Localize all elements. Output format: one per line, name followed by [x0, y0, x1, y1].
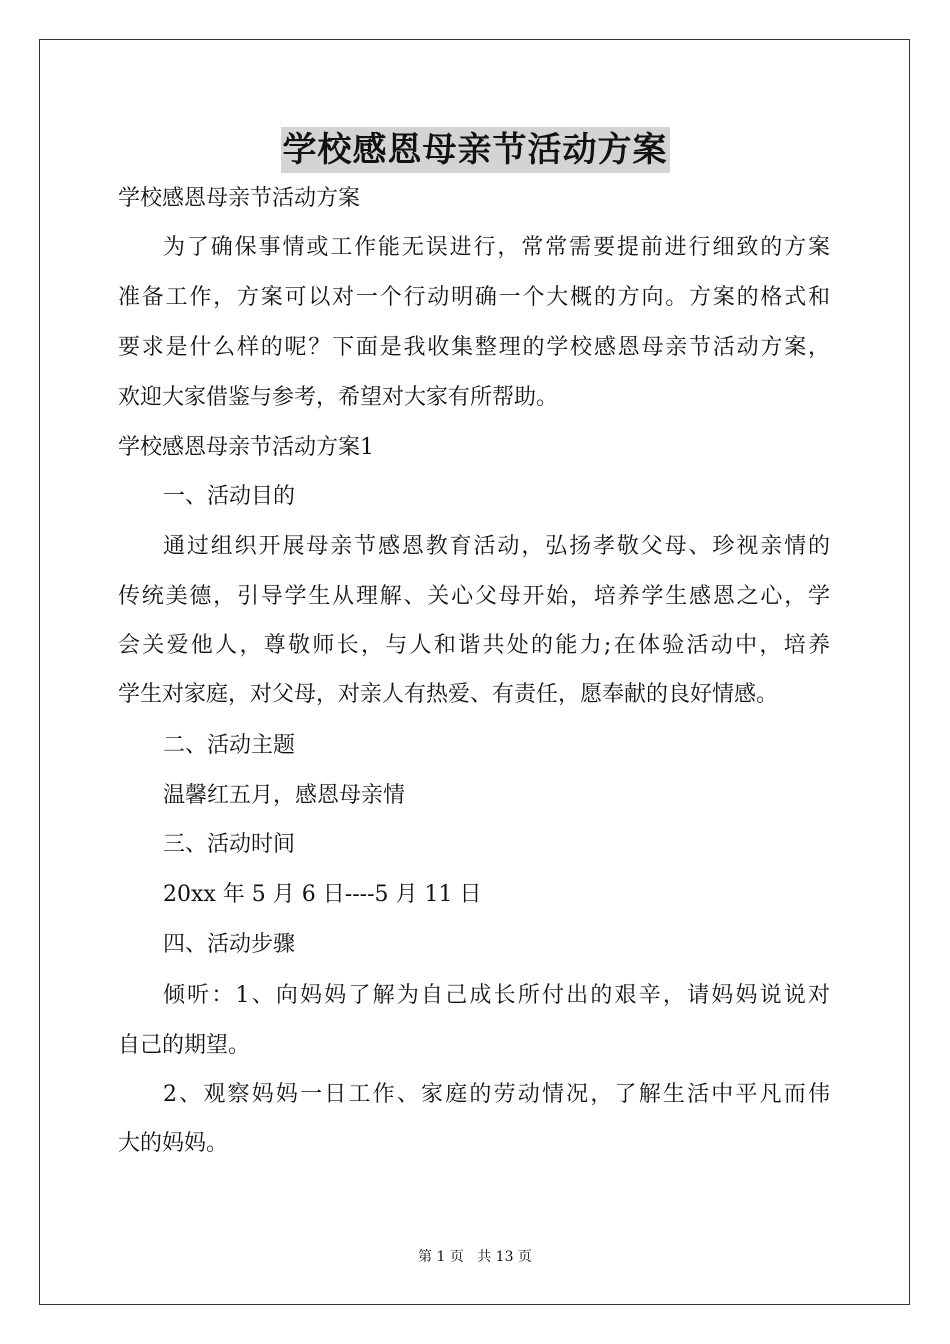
intro-line-1: 为了确保事情或工作能无误进行，常常需要提前进行细致的方案: [163, 235, 830, 260]
page-number: 第 1 页: [418, 1249, 464, 1265]
theme-text: 温馨红五月，感恩母亲情: [163, 783, 406, 808]
purpose-line-4: 学生对家庭，对父母，对亲人有热爱、有责任，愿奉献的良好情感。: [118, 682, 779, 707]
heading-theme: 二、活动主题: [163, 733, 296, 758]
purpose-line-2: 传统美德，引导学生从理解、关心父母开始，培养学生感恩之心，学: [118, 584, 830, 609]
page-footer: [0, 1247, 950, 1267]
document-title: 学校感恩母亲节活动方案: [281, 127, 670, 173]
heading-time: 三、活动时间: [163, 832, 296, 857]
intro-line-2: 准备工作，方案可以对一个行动明确一个大概的方向。方案的格式和: [118, 285, 830, 310]
document-subtitle: 学校感恩母亲节活动方案: [118, 186, 361, 211]
intro-line-3: 要求是什么样的呢？下面是我收集整理的学校感恩母亲节活动方案，: [118, 335, 830, 360]
time-text: 20xx 年 5 月 6 日----5 月 11 日: [163, 882, 482, 907]
heading-steps: 四、活动步骤: [163, 932, 296, 957]
title-container: [0, 127, 950, 173]
page-border: [39, 39, 910, 1305]
heading-purpose: 一、活动目的: [163, 484, 296, 509]
step1-line-1: 倾听：1、向妈妈了解为自己成长所付出的艰辛，请妈妈说说对: [163, 983, 830, 1008]
purpose-line-3: 会关爱他人，尊敬师长，与人和谐共处的能力;在体验活动中，培养: [118, 633, 830, 658]
intro-line-4: 欢迎大家借鉴与参考，希望对大家有所帮助。: [118, 385, 559, 410]
step2-line-2: 大的妈妈。: [118, 1131, 229, 1156]
purpose-line-1: 通过组织开展母亲节感恩教育活动，弘扬孝敬父母、珍视亲情的: [163, 534, 830, 559]
page-total: 共 13 页: [477, 1249, 532, 1265]
step1-line-2: 自己的期望。: [118, 1033, 251, 1058]
step2-line-1: 2、观察妈妈一日工作、家庭的劳动情况，了解生活中平凡而伟: [163, 1082, 830, 1107]
section-title: 学校感恩母亲节活动方案1: [118, 435, 374, 460]
